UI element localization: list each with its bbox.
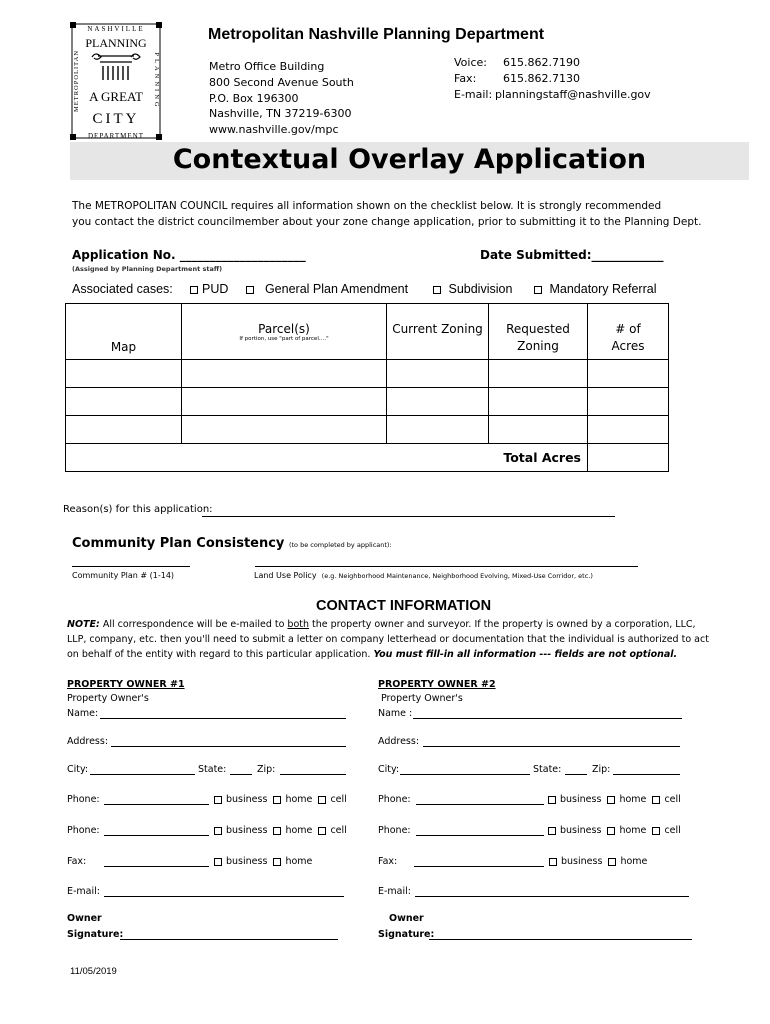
opt-business-label: business [560, 794, 602, 805]
opt-home[interactable] [273, 856, 312, 867]
owner2-fax-input[interactable] [414, 866, 544, 867]
date-submitted-label: Date Submitted: [480, 248, 592, 262]
owner1-phone2-label: Phone: [67, 825, 100, 836]
contact-note-line-1 [67, 619, 696, 630]
owner2-zip-input[interactable] [613, 774, 680, 775]
opt-home[interactable] [607, 825, 646, 836]
note-line1-a: All correspondence will be e-mailed to [102, 619, 288, 630]
checkbox-icon [318, 796, 326, 804]
opt-business-label: business [226, 856, 268, 867]
address-line-1: Metro Office Building [209, 60, 325, 73]
checkbox-pud[interactable] [190, 282, 228, 296]
opt-home-label: home [620, 856, 648, 867]
owner2-name-label-2: Name : [378, 708, 413, 719]
opt-business[interactable] [549, 856, 602, 867]
owner2-email-input[interactable] [415, 896, 689, 897]
header-parcels-note: If portion, use "part of parcel…." [239, 336, 329, 342]
reasons-input[interactable] [202, 516, 615, 517]
checkbox-icon [190, 286, 198, 294]
address-line-2: 800 Second Avenue South [209, 76, 354, 89]
owner2-name-input[interactable] [413, 718, 682, 719]
owner1-phone2-input[interactable] [104, 835, 209, 836]
title-bar [70, 142, 749, 180]
address-line-4: Nashville, TN 37219-6300 [209, 107, 352, 120]
map-cell[interactable] [66, 360, 182, 388]
opt-cell-label: cell [330, 794, 347, 805]
checkbox-subdivision[interactable] [433, 282, 512, 296]
opt-home-label: home [285, 856, 313, 867]
community-plan-heading-text: Community Plan Consistency [72, 536, 285, 551]
owner1-fax-options [214, 856, 312, 867]
opt-home-label: home [619, 794, 647, 805]
checkbox-icon [652, 827, 660, 835]
owner1-phone1-label: Phone: [67, 794, 100, 805]
current-zoning-cell[interactable] [387, 360, 489, 388]
address-line-3: P.O. Box 196300 [209, 92, 299, 105]
owner2-state-label: State: [533, 764, 562, 775]
owner2-heading: PROPERTY OWNER #2 [378, 679, 496, 690]
opt-cell-label: cell [330, 825, 347, 836]
owner1-city-input[interactable] [90, 774, 195, 775]
owner1-fax-label: Fax: [67, 856, 87, 867]
application-number-blank: _____________________ [179, 248, 306, 262]
parcel-cell[interactable] [182, 388, 387, 416]
owner2-address-label: Address: [378, 736, 420, 747]
map-cell[interactable] [66, 416, 182, 444]
community-plan-number-input[interactable] [72, 566, 190, 567]
header-requested-line-1: Requested [506, 322, 570, 336]
application-number-field[interactable] [72, 248, 306, 262]
owner2-phone2-input[interactable] [416, 835, 544, 836]
intro-line-2: you contact the district councilmember about your zone change application, prior to submitting it to the Planning Dept. [72, 216, 702, 228]
owner2-name-label-1: Property Owner's [381, 693, 463, 704]
email-link[interactable]: planningstaff@nashville.gov [495, 88, 651, 101]
fax-label: Fax: [454, 72, 477, 85]
current-zoning-cell[interactable] [387, 388, 489, 416]
owner2-phone2-label: Phone: [378, 825, 411, 836]
owner1-signature-label-1: Owner [67, 913, 102, 924]
opt-home[interactable] [273, 794, 312, 805]
checkbox-mandatory-referral[interactable] [534, 282, 656, 296]
acres-cell[interactable] [588, 416, 669, 444]
reasons-label: Reason(s) for this application: [63, 504, 213, 515]
checkbox-icon [214, 827, 222, 835]
opt-cell[interactable] [652, 825, 680, 836]
owner1-address-input[interactable] [111, 746, 346, 747]
owner1-address-label: Address: [67, 736, 109, 747]
checkbox-icon [273, 858, 281, 866]
checkbox-icon [214, 858, 222, 866]
checkbox-icon [549, 858, 557, 866]
total-acres-cell[interactable] [588, 444, 669, 472]
total-row [66, 444, 669, 472]
opt-business-label: business [226, 825, 268, 836]
opt-home[interactable] [608, 856, 647, 867]
owner1-zip-input[interactable] [280, 774, 346, 775]
page-title: Contextual Overlay Application [172, 144, 647, 175]
logo-top-text: NASHVILLE [87, 25, 145, 33]
contact-heading: CONTACT INFORMATION [316, 598, 492, 614]
checkbox-icon [607, 796, 615, 804]
opt-home[interactable] [273, 825, 312, 836]
owner2-state-input[interactable] [565, 774, 587, 775]
acres-cell[interactable] [588, 388, 669, 416]
owner1-state-input[interactable] [230, 774, 252, 775]
owner1-heading: PROPERTY OWNER #1 [67, 679, 185, 690]
email-label: E-mail: [454, 88, 493, 101]
checkbox-icon [548, 827, 556, 835]
opt-cell-label: cell [664, 825, 681, 836]
note-line1-c: the property owner and surveyor. If the property is owned by a corporation, LLC, [309, 619, 696, 630]
logo-line3: CITY [92, 111, 140, 127]
opt-business-label: business [226, 794, 268, 805]
land-use-policy-text: Land Use Policy [254, 571, 317, 580]
header-acres-line-2: Acres [611, 339, 645, 353]
note-emphasis: You must fill-in all information --- fields are not optional. [373, 649, 678, 660]
table-row [66, 360, 669, 388]
checkbox-general-plan-label: General Plan Amendment [264, 282, 409, 296]
owner2-fax-options [549, 856, 647, 867]
requested-zoning-cell[interactable] [489, 360, 588, 388]
checkbox-icon [652, 796, 660, 804]
owner2-signature-input[interactable] [429, 939, 692, 940]
land-use-policy-input[interactable] [255, 566, 638, 567]
owner2-phone2-options [548, 825, 681, 836]
owner2-signature-label-2: Signature: [378, 929, 435, 940]
owner1-email-label: E-mail: [67, 886, 100, 897]
header-acres [588, 304, 669, 360]
owner1-email-input[interactable] [104, 896, 344, 897]
header-current-zoning: Current Zoning [387, 304, 489, 360]
owner1-zip-label: Zip: [257, 764, 276, 775]
checkbox-icon [273, 796, 281, 804]
requested-zoning-cell[interactable] [489, 388, 588, 416]
application-number-label: Application No. [72, 248, 176, 262]
fax-number: 615.862.7130 [503, 72, 580, 85]
date-submitted-blank: ____________ [591, 248, 664, 262]
owner1-state-label: State: [198, 764, 227, 775]
opt-business-label: business [561, 856, 603, 867]
community-plan-heading [72, 536, 392, 551]
owner2-address-input[interactable] [423, 746, 680, 747]
website-link[interactable]: www.nashville.gov/mpc [209, 123, 339, 136]
owner2-zip-label: Zip: [592, 764, 611, 775]
checkbox-subdivision-label: Subdivision [448, 282, 513, 296]
owner1-fax-input[interactable] [104, 866, 209, 867]
checkbox-icon [548, 796, 556, 804]
header-acres-line-1: # of [615, 322, 641, 336]
community-plan-number-label: Community Plan # (1-14) [72, 571, 175, 580]
owner2-city-input[interactable] [400, 774, 530, 775]
owner1-signature-input[interactable] [120, 939, 338, 940]
logo-line2: A GREAT [89, 89, 143, 104]
opt-home[interactable] [607, 794, 646, 805]
table-row [66, 416, 669, 444]
checkbox-icon [246, 286, 254, 294]
assigned-note: (Assigned by Planning Department staff) [72, 265, 223, 273]
owner2-signature-label-1: Owner [389, 913, 424, 924]
associated-cases-label: Associated cases: [72, 282, 173, 296]
intro-line-1: The METROPOLITAN COUNCIL requires all information shown on the checklist below. It is strongly recommended [72, 200, 662, 212]
parcel-table [65, 303, 669, 472]
opt-home-label: home [285, 794, 313, 805]
opt-business[interactable] [214, 856, 267, 867]
header-requested-line-2: Zoning [517, 339, 559, 353]
opt-cell[interactable] [318, 825, 346, 836]
land-use-policy-label [254, 571, 593, 580]
community-plan-heading-note: (to be completed by applicant): [288, 541, 392, 549]
owner2-phone1-input[interactable] [416, 804, 544, 805]
opt-home-label: home [285, 825, 313, 836]
land-use-policy-note: (e.g. Neighborhood Maintenance, Neighborhood Evolving, Mixed-Use Corridor, etc.) [321, 572, 593, 580]
checkbox-pud-label: PUD [202, 282, 229, 296]
owner1-phone1-options [214, 794, 347, 805]
header-requested-zoning [489, 304, 588, 360]
note-line1-both: both [287, 619, 310, 630]
checkbox-icon [608, 858, 616, 866]
opt-business[interactable] [548, 794, 601, 805]
owner1-signature-label-2: Signature: [67, 929, 124, 940]
current-zoning-cell[interactable] [387, 416, 489, 444]
logo-right-text: PLANNING [153, 52, 160, 110]
opt-home-label: home [619, 825, 647, 836]
opt-business[interactable] [214, 794, 267, 805]
owner1-phone2-options [214, 825, 347, 836]
owner1-phone1-input[interactable] [104, 804, 209, 805]
checkbox-icon [607, 827, 615, 835]
contact-note-line-3 [67, 649, 677, 660]
owner2-phone1-options [548, 794, 681, 805]
opt-business[interactable] [548, 825, 601, 836]
header-parcels [182, 304, 387, 360]
owner2-fax-label: Fax: [378, 856, 398, 867]
checkbox-icon [534, 286, 542, 294]
opt-cell[interactable] [652, 794, 680, 805]
note-line3-text: on behalf of the entity with regard to this particular application. [67, 649, 371, 660]
checkbox-mandatory-referral-label: Mandatory Referral [549, 282, 657, 296]
owner1-name-label-2: Name: [67, 708, 99, 719]
logo-left-text: METROPOLITAN [73, 49, 80, 113]
voice-label: Voice: [454, 56, 487, 69]
footer-date: 11/05/2019 [70, 966, 117, 977]
checkbox-icon [273, 827, 281, 835]
header-map: Map [66, 304, 182, 360]
voice-number: 615.862.7190 [503, 56, 580, 69]
department-title: Metropolitan Nashville Planning Department [208, 26, 545, 43]
opt-business[interactable] [214, 825, 267, 836]
planning-department-logo [70, 22, 162, 140]
requested-zoning-cell[interactable] [489, 416, 588, 444]
checkbox-icon [214, 796, 222, 804]
table-row [66, 388, 669, 416]
owner2-phone1-label: Phone: [378, 794, 411, 805]
acres-cell[interactable] [588, 360, 669, 388]
logo-bottom-text: DEPARTMENT [88, 132, 144, 140]
checkbox-icon [433, 286, 441, 294]
owner2-email-label: E-mail: [378, 886, 411, 897]
parcel-cell[interactable] [182, 416, 387, 444]
note-label: NOTE: [67, 619, 100, 630]
owner1-name-input[interactable] [100, 718, 346, 719]
map-cell[interactable] [66, 388, 182, 416]
checkbox-icon [318, 827, 326, 835]
header-parcels-label: Parcel(s) [258, 322, 310, 336]
owner1-city-label: City: [67, 764, 89, 775]
logo-line1: PLANNING [85, 36, 147, 50]
opt-business-label: business [560, 825, 602, 836]
opt-cell-label: cell [664, 794, 681, 805]
opt-cell[interactable] [318, 794, 346, 805]
total-acres-label: Total Acres [66, 444, 588, 472]
date-submitted-field[interactable] [480, 248, 664, 262]
checkbox-general-plan-amendment[interactable] [246, 282, 408, 296]
parcel-cell[interactable] [182, 360, 387, 388]
contact-note-line-2: LLP, company, etc. then you'll need to submit a letter on company letterhead or documentation that the individual is authorized to act [67, 634, 709, 645]
owner1-name-label-1: Property Owner's [67, 693, 149, 704]
owner2-city-label: City: [378, 764, 400, 775]
